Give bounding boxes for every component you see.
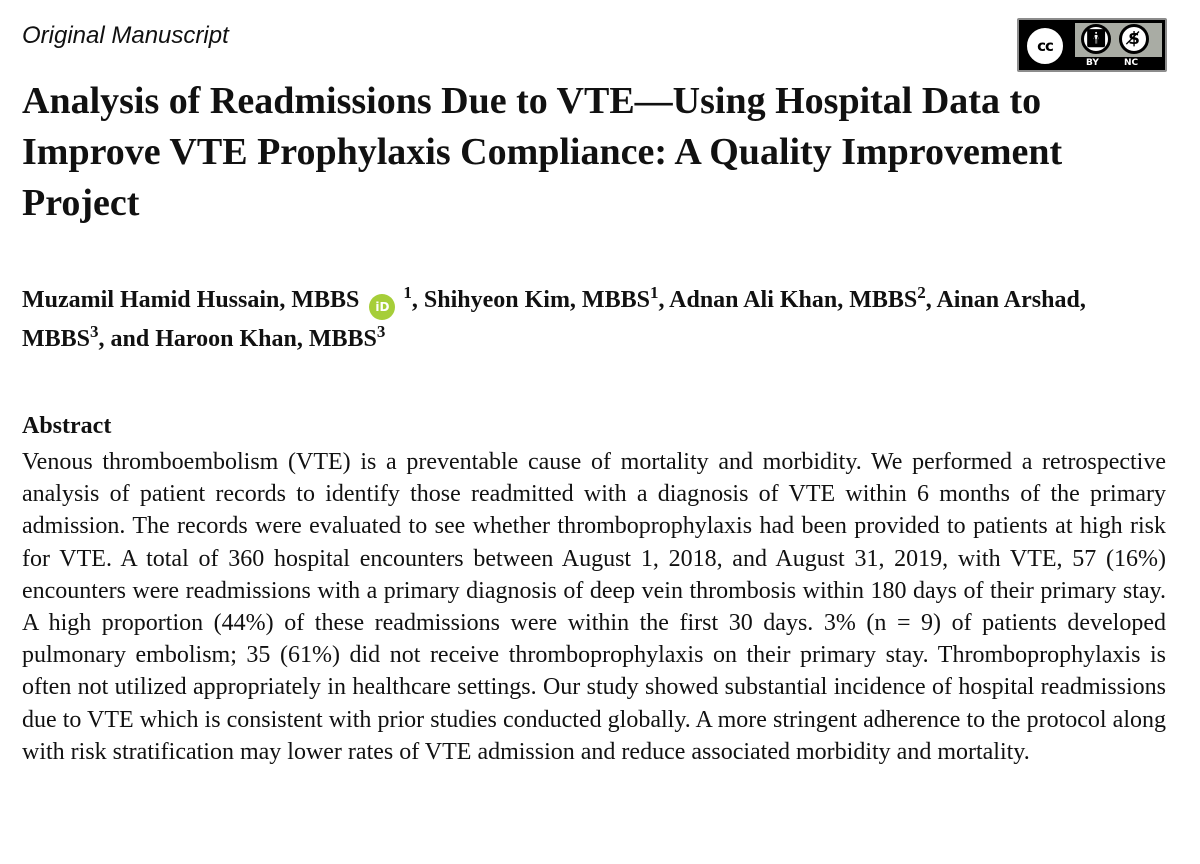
author-separator: , <box>411 287 424 313</box>
affiliation-mark: 3 <box>90 322 99 341</box>
affiliation-mark: 1 <box>649 283 659 302</box>
license-nc-label: NC <box>1124 58 1139 68</box>
author-name: Ainan Arshad, MBBS <box>22 287 1086 352</box>
author-name: Adnan Ali Khan, MBBS <box>669 287 918 313</box>
noncommercial-icon: $̸ <box>1119 24 1149 54</box>
orcid-icon[interactable]: iD <box>369 294 395 320</box>
author-name: Muzamil Hamid Hussain, MBBS <box>22 287 360 313</box>
affiliation-mark: 3 <box>376 322 386 341</box>
author-separator: , <box>925 287 937 313</box>
cc-by-nc-license-badge[interactable] <box>1017 18 1167 72</box>
abstract-heading: Abstract <box>22 413 112 439</box>
author-name: Haroon Khan, MBBS <box>155 326 377 352</box>
article-title: Analysis of Readmissions Due to VTE—Using Hospital Data to Improve VTE Prophylaxis Compliance: A Quality Improvement Project <box>22 80 1063 224</box>
abstract-text: Venous thromboembolism (VTE) is a preventable cause of mortality and morbidity. We performed a retrospective analysis of patient records to identify those readmitted with a diagnosis of VTE within 6 months of the primary admission. The records were evaluated to see whether thromboprophylaxis had been provided to patients at high risk for VTE. A total of 360 hospital encounters between August 1, 2018, and August 31, 2019, with VTE, 57 (16%) encounters were readmissions with a primary diagnosis of deep vein thrombosis within 180 days of their primary stay. A high proportion (44%) of these readmissions were within the first 30 days. 3% (n = 9) of patients developed pulmonary embolism; 35 (61%) did not receive thromboprophylaxis on their primary stay. Thromboprophylaxis is often not utilized appropriately in healthcare settings. Our study showed substantial incidence of hospital readmissions due to VTE which is consistent with prior studies conducted globally. A more stringent adherence to the protocol along with risk stratification may lower rates of VTE admission and reduce associated morbidity and mortality. <box>22 449 1166 765</box>
cc-icon: cc <box>1024 25 1066 67</box>
author-separator: , <box>658 287 670 313</box>
license-by-label: BY <box>1086 58 1099 68</box>
article-type-label: Original Manuscript <box>22 22 229 49</box>
affiliation-mark: 2 <box>917 283 926 302</box>
author-name: Shihyeon Kim, MBBS <box>423 287 650 313</box>
author-separator: , and <box>98 326 156 352</box>
author-list <box>22 281 1172 358</box>
affiliation-mark: 1 <box>403 283 412 302</box>
attribution-icon: 🚹︎ <box>1081 24 1111 54</box>
